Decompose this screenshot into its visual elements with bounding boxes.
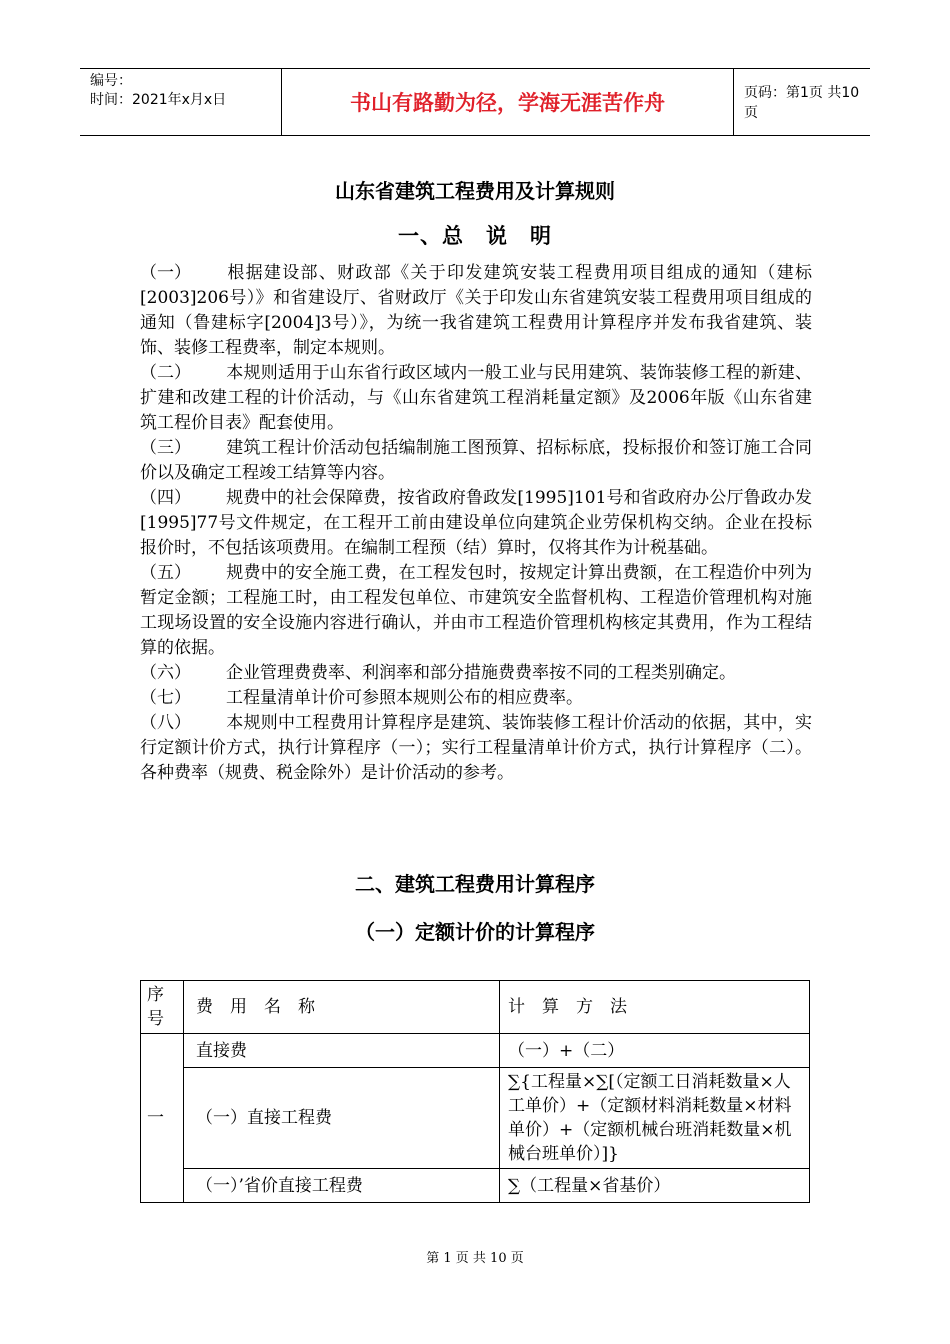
- page-header: [80, 68, 870, 136]
- paragraph-text: 本规则中工程费用计算程序是建筑、装饰装修工程计价活动的依据，其中，实行定额计价方式，执行计算程序（一）；实行工程量清单计价方式，执行计算程序（二）。各种费率（规费、税金除外）是计价活动的参考。: [140, 713, 812, 783]
- row-method: ∑{工程量×∑[（定额工日消耗数量×人工单价）+（定额材料消耗数量×材料单价）+（定额机械台班消耗数量×机械台班单价）]}: [500, 1068, 810, 1169]
- header-meta: [80, 69, 282, 135]
- subsection-title: （一）定额计价的计算程序: [355, 920, 595, 944]
- row-name: （一）’省价直接工程费: [184, 1169, 500, 1203]
- header-name: 费 用 名 称: [184, 981, 500, 1034]
- paragraph-number: （七）: [140, 688, 191, 708]
- table-row: [141, 1034, 810, 1068]
- fee-calculation-table: [140, 980, 810, 1203]
- paragraph-number: （五）: [140, 563, 191, 583]
- row-seq: 一: [141, 1034, 184, 1203]
- header-method: 计 算 方 法: [500, 981, 810, 1034]
- paragraph: [140, 686, 812, 711]
- paragraph-text: 企业管理费费率、利润率和部分措施费费率按不同的工程类别确定。: [226, 663, 736, 683]
- general-notes: [140, 261, 812, 786]
- paragraph-text: 根据建设部、财政部《关于印发建筑安装工程费用项目组成的通知（建标[2003]206号）》和省建设厅、省财政厅《关于印发山东省建筑安装工程费用项目组成的通知（鲁建标字[2004]3号）》，为统一我省建筑工程费用计算程序并发布我省建筑、装饰、装修工程费率，制定本规则。: [140, 263, 812, 358]
- table-header-row: [141, 981, 810, 1034]
- paragraph: [140, 661, 812, 686]
- paragraph: [140, 486, 812, 561]
- paragraph-text: 规费中的社会保障费，按省政府鲁政发[1995]101号和省政府办公厅鲁政办发[1995]77号文件规定，在工程开工前由建设单位向建筑企业劳保机构交纳。企业在投标报价时，不包括该项费用。在编制工程预（结）算时，仅将其作为计税基础。: [140, 488, 812, 558]
- paragraph-text: 工程量清单计价可参照本规则公布的相应费率。: [226, 688, 583, 708]
- header-seq: 序号: [141, 981, 184, 1034]
- paragraph-text: 规费中的安全施工费，在工程发包时，按规定计算出费额，在工程造价中列为暂定金额；工程施工时，由工程发包单位、市建筑安全监督机构、工程造价管理机构对施工现场设置的安全设施内容进行确认，并由市工程造价管理机构核定其费用，作为工程结算的依据。: [140, 563, 812, 658]
- paragraph-text: 本规则适用于山东省行政区域内一般工业与民用建筑、装饰装修工程的新建、扩建和改建工程的计价活动，与《山东省建筑工程消耗量定额》及2006年版《山东省建筑工程价目表》配套使用。: [140, 363, 812, 433]
- row-name: 直接费: [184, 1034, 500, 1068]
- paragraph-number: （三）: [140, 438, 191, 458]
- paragraph-number: （八）: [140, 713, 191, 733]
- paragraph: [140, 711, 812, 786]
- header-motto: 书山有路勤为径，学海无涯苦作舟: [282, 69, 734, 135]
- document-title: 山东省建筑工程费用及计算规则: [335, 179, 615, 203]
- paragraph: [140, 261, 812, 361]
- doc-number-label: 编号：: [90, 73, 132, 89]
- paragraph: [140, 561, 812, 661]
- page-footer: 第 1 页 共 10 页: [426, 1251, 524, 1266]
- table-row: [141, 1068, 810, 1169]
- paragraph-number: （六）: [140, 663, 191, 683]
- table-row: [141, 1169, 810, 1203]
- paragraph-number: （四）: [140, 488, 191, 508]
- section1-title: 一、总 说 明: [398, 224, 552, 248]
- paragraph: [140, 436, 812, 486]
- doc-time-label: 时间：2021年x月x日: [90, 92, 227, 108]
- paragraph: [140, 361, 812, 436]
- header-page-info: 页码：第1页 共10页: [744, 85, 860, 121]
- paragraph-number: （二）: [140, 363, 191, 383]
- row-method: （一）+（二）: [500, 1034, 810, 1068]
- paragraph-text: 建筑工程计价活动包括编制施工图预算、招标标底，投标报价和签订施工合同价以及确定工程竣工结算等内容。: [140, 438, 812, 483]
- section2-title: 二、建筑工程费用计算程序: [355, 872, 595, 896]
- paragraph-number: （一）: [140, 263, 191, 283]
- row-method: ∑（工程量×省基价）: [500, 1169, 810, 1203]
- row-name: （一）直接工程费: [184, 1068, 500, 1169]
